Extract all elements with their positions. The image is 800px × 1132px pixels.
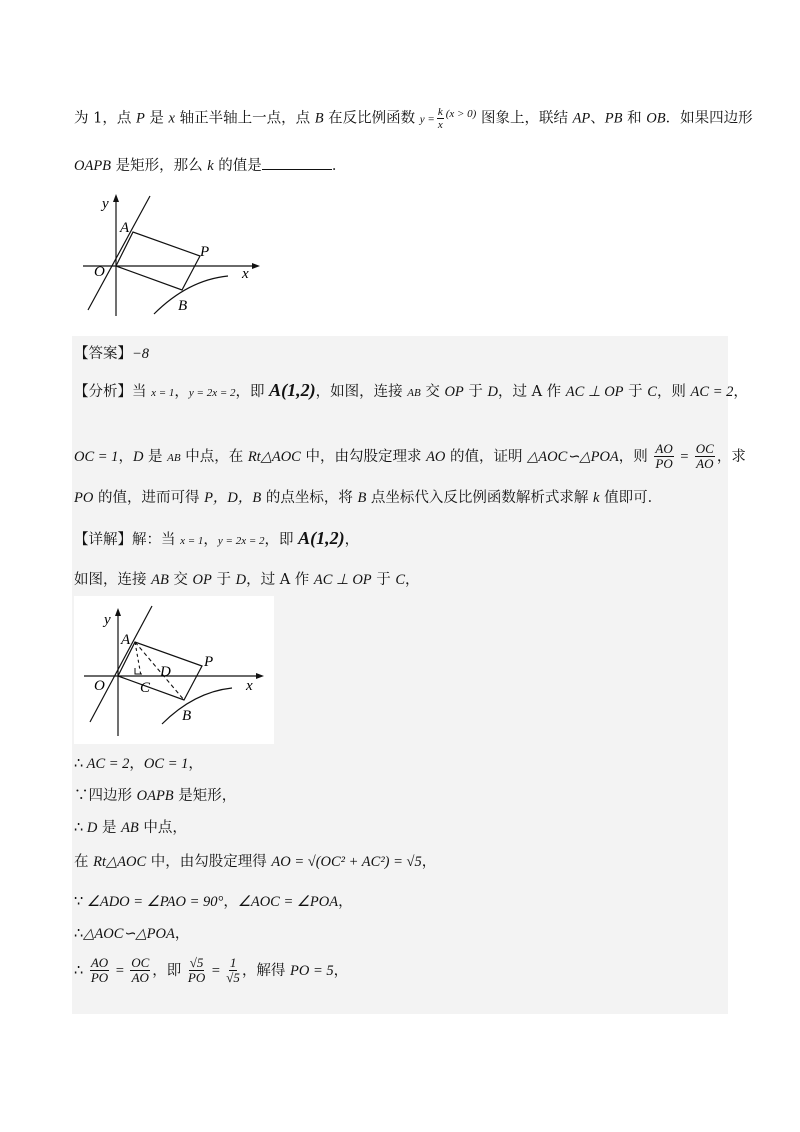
math: AB [151,572,169,588]
label-y: y [102,196,109,212]
label-O: O [94,264,105,280]
math-point: A(1,2) [298,528,345,548]
math: △AOC∽△POA [83,926,175,942]
math-var: OAPB [74,158,112,174]
text: 值即可． [599,490,663,506]
text: 是矩形，那么 [111,158,208,174]
math: PO [74,490,94,506]
text: ， [118,448,133,465]
rectangle-OAPB [116,232,200,290]
math-var: PB [604,110,623,127]
denominator: PO [90,970,109,986]
step-2 [74,784,236,805]
text: ， [405,572,420,588]
math-var: AP [572,110,591,127]
step-6 [74,922,189,943]
text: 的值，进而可得 [93,490,205,506]
label-O: O [94,678,105,694]
text: ， [174,926,190,942]
math: OC = 1 [74,448,119,465]
question-line-1 [74,106,753,131]
therefore-symbol: ∴ [74,756,84,772]
analysis-line-2 [74,442,746,472]
text: ， [344,532,360,548]
text: ， [203,532,218,548]
denominator: PO [655,456,673,472]
label-A: A [121,632,131,648]
label-B: B [178,298,188,314]
math: x = 1 [151,387,175,399]
text: 是 [97,820,122,836]
analysis-line-1 [74,380,748,401]
math: AB [407,387,421,399]
numerator: √5 [189,955,204,970]
numerator: AO [90,955,109,970]
math: x = 1 [180,535,204,547]
text: ，即 [152,962,186,979]
label-P: P [204,654,214,670]
numerator: 1 [229,955,237,970]
text: 为 1，点 [74,110,136,127]
math: AC ⊥ OP [565,384,624,400]
math-var: OB [646,110,666,127]
text: 图象上，联结 [476,110,573,127]
text: ， [421,854,437,870]
text: 的值，证明 [445,448,528,465]
math: AC = 2 [690,384,734,400]
math: C [395,572,406,588]
text: ，求 [716,448,746,465]
figure-2 [74,596,274,744]
math: D [132,448,144,465]
answer-line [74,342,149,363]
text: ，如图，连接 [315,384,408,400]
numerator: OC [131,955,150,970]
answer-tag: 【答案】 [74,346,132,362]
fraction-AO-PO [654,442,673,472]
equals: = [207,962,225,979]
math: AO = √(OC² + AC²) = √5 [271,854,422,870]
text: ，则 [656,384,691,400]
analysis-tag: 【分析】 [74,384,132,400]
text: ， [129,756,144,772]
text: 中，由勾股定理求 [300,448,427,465]
x-arrow-icon [252,263,260,269]
text: ，过 A 作 [497,384,566,400]
text: 当 [132,384,152,400]
text: ， [174,384,189,400]
text: 交 [168,572,193,588]
function-fraction [437,106,444,131]
text: 、 [590,110,605,127]
line-y2x [88,196,150,310]
label-A: A [120,220,130,236]
because-symbol: ∵ [74,894,84,910]
fraction-root5-PO [188,956,205,986]
detail-line-2 [74,568,420,589]
text: ， [333,962,349,979]
text: 如图，连接 [74,572,152,588]
math: OAPB [136,788,174,804]
text: ， [338,894,353,910]
text: 的值是 [213,158,262,174]
denominator: PO [187,970,206,986]
text: 中点，在 [180,448,248,465]
math: AB [167,451,181,464]
math-var: k [207,158,214,174]
text: 和 [622,110,647,127]
denominator: √5 [226,970,240,986]
step-1 [74,752,203,773]
math: P，D，B [204,490,262,506]
math: △AOC∽△POA [527,448,619,465]
label-C: C [140,680,151,696]
text: 中点， [138,820,187,836]
fraction-OC-AO [130,956,150,986]
math: D [235,572,247,588]
math: OC = 1 [143,756,189,772]
math: ∠AOC = ∠POA [237,894,339,910]
text: ， [188,756,203,772]
therefore-symbol: ∴ [74,820,84,836]
text: ，即 [235,384,270,400]
fraction-OC-AO [695,442,715,472]
answer-blank [262,157,332,170]
math: C [647,384,657,400]
text: ． [331,158,347,174]
figure-1 [78,190,268,320]
math: y = 2x = 2 [217,535,265,547]
denominator: AO [696,456,714,472]
math-var: x [168,110,175,127]
math-point: A(1,2) [269,380,316,400]
numerator: AO [655,441,673,456]
numerator: k [437,106,443,118]
question-line-2 [74,154,346,175]
numerator: OC [695,441,714,456]
math: B [357,490,367,506]
label-x: x [246,678,253,694]
math: AC ⊥ OP [313,572,372,588]
text: ， [223,894,238,910]
math: D [487,384,498,400]
math: Rt△AOC [247,448,301,465]
text: 点坐标代入反比例函数解析式求解 [366,490,594,506]
math: y = 2x = 2 [188,387,236,399]
text: ，过 A 作 [246,572,314,588]
math: PO = 5 [290,962,334,979]
text: 于 [623,384,648,400]
label-P: P [200,244,210,260]
math: k [593,490,600,506]
answer-value: −8 [132,346,150,362]
detail-line-1 [74,528,359,549]
math: AB [121,820,139,836]
math: AO [426,448,446,465]
math: OP [444,384,464,400]
text: 在反比例函数 [323,110,420,127]
hyperbola-curve [154,276,228,314]
text: ，即 [264,532,299,548]
label-y: y [104,612,111,628]
text: 在 [74,854,94,870]
math-var: P [135,110,145,127]
text: 于 [371,572,396,588]
text: ．如果四边形 [665,110,753,127]
fraction-AO-PO [90,956,109,986]
math: Rt△AOC [93,854,147,870]
therefore-symbol: ∴ [74,926,84,942]
text: 是 [143,448,168,465]
text: ，则 [618,448,653,465]
denominator: x [437,119,443,132]
text: 轴正半轴上一点，点 [174,110,315,127]
math-var: B [314,110,324,127]
step-4 [74,850,436,871]
function-condition: (x > 0) [445,107,477,120]
text: 中，由勾股定理得 [146,854,272,870]
text: ， [733,384,748,400]
text: 解：当 [132,532,181,548]
math: AC = 2 [83,756,130,772]
text: 交 [420,384,445,400]
text: 是矩形， [173,788,237,804]
label-D: D [160,664,171,680]
detail-tag: 【详解】 [74,532,132,548]
analysis-line-3 [74,486,662,507]
text: 于 [211,572,236,588]
because-symbol: ∵ [74,788,89,804]
step-7 [74,956,348,986]
text: 四边形 [88,788,137,804]
label-B: B [182,708,192,724]
math: ∠ADO = ∠PAO = 90° [83,894,224,910]
math: D [83,820,98,836]
text: 是 [144,110,169,127]
text: 的点坐标，将 [261,490,358,506]
text: ，解得 [241,962,291,979]
math: OP [192,572,212,588]
equals: = [675,448,693,465]
text: 于 [463,384,488,400]
step-3 [74,816,187,837]
denominator: AO [131,970,149,986]
step-5 [74,890,353,911]
function-lhs: y = [419,113,435,126]
y-arrow-icon [113,194,119,202]
equals: = [111,962,129,979]
label-x: x [242,266,249,282]
therefore-symbol: ∴ [74,962,84,979]
fraction-1-root5 [226,956,240,986]
